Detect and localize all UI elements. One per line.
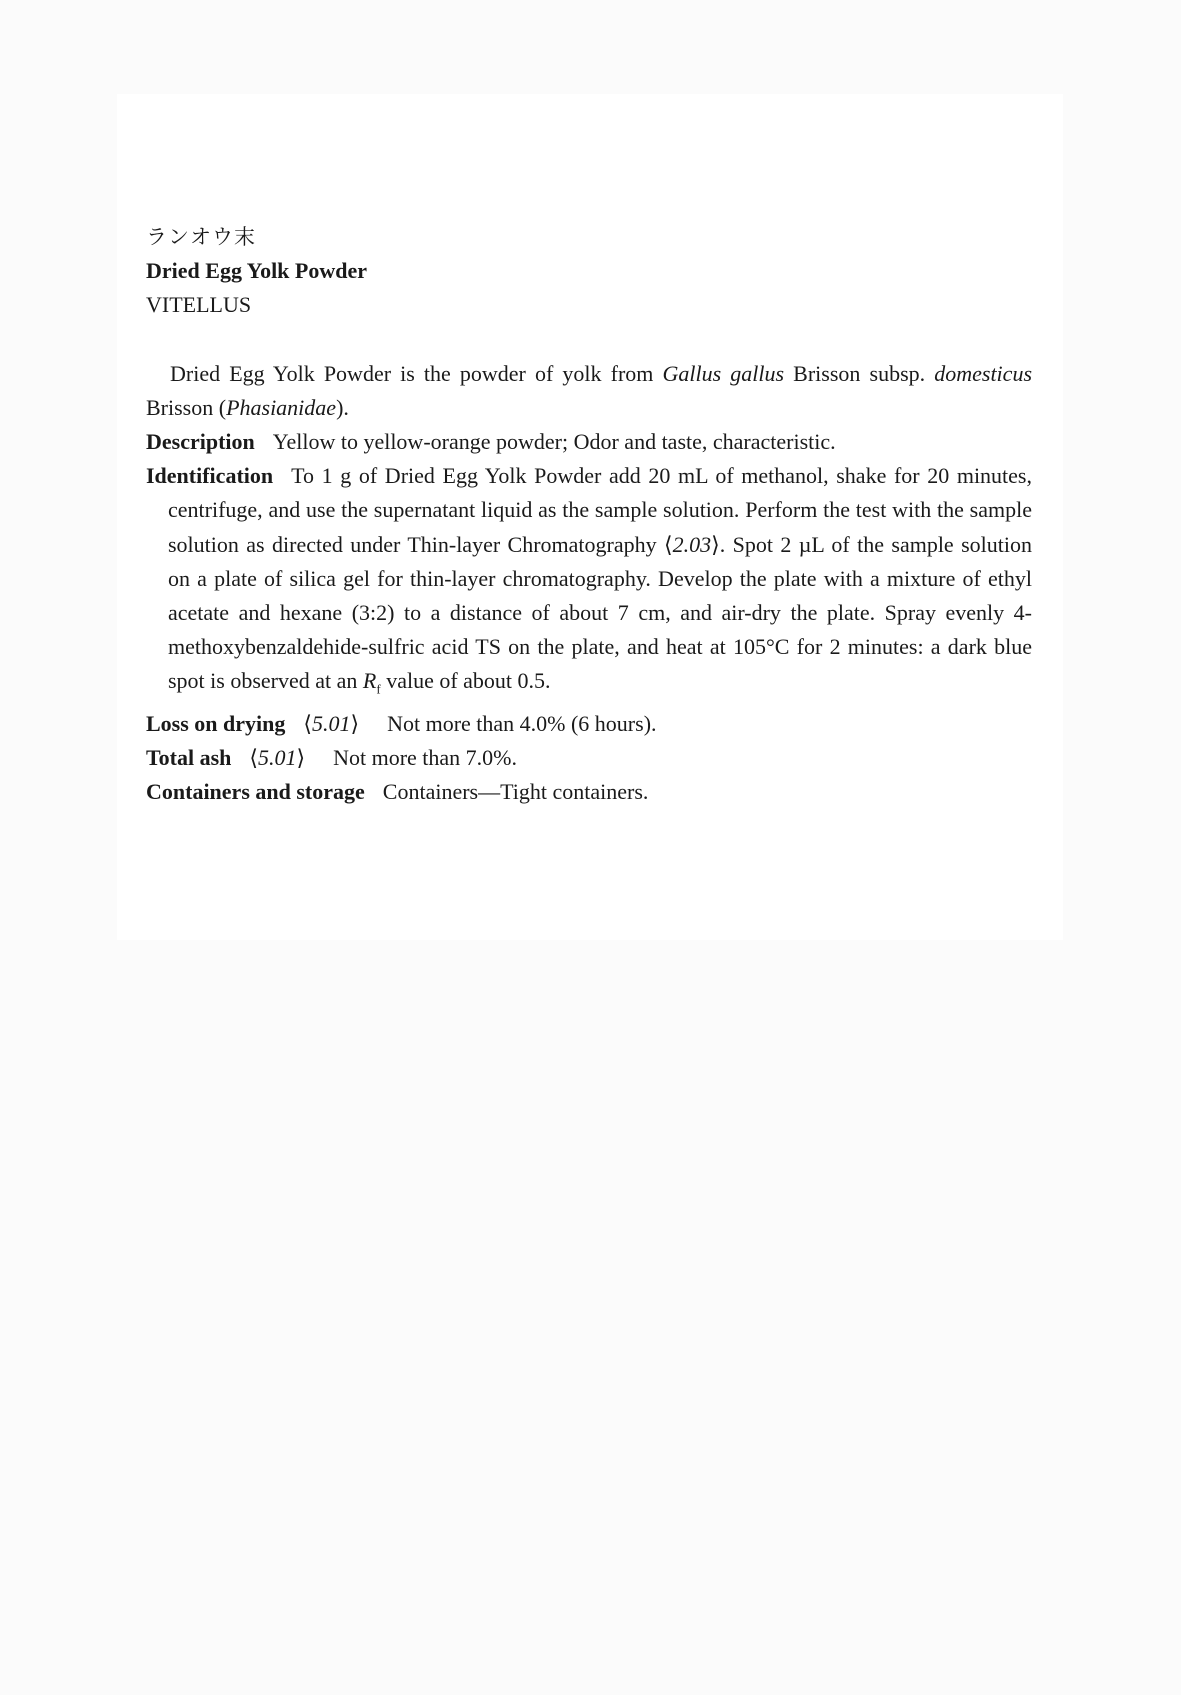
family-name: Phasianidae	[226, 394, 337, 420]
identification-text: To 1 g of Dried Egg Yolk Powder add 20 mL of methanol, shake for 20 minutes, centrifuge, and use the supernatant liquid as the sample solution. Perform the test with the sample solution as directed under Thin-layer Chromatography ⟨	[168, 463, 1032, 557]
intro-text: Dried Egg Yolk Powder is the powder of yolk from	[170, 360, 663, 386]
test-reference: 2.03	[672, 531, 712, 557]
rf-symbol: R	[362, 668, 377, 694]
latin-name: VITELLUS	[146, 292, 252, 318]
bracket: ⟩	[296, 745, 306, 771]
containers-text: Containers—Tight containers.	[382, 779, 649, 805]
intro-paragraph	[146, 357, 1032, 425]
total-ash-text: Not more than 7.0%.	[333, 745, 517, 771]
identification-section	[146, 459, 1032, 707]
bracket: ⟩	[350, 711, 360, 737]
description-text: Yellow to yellow-orange powder; Odor and taste, characteristic.	[272, 429, 836, 455]
intro-text: ).	[336, 394, 349, 420]
japanese-name: ランオウ末	[146, 225, 256, 249]
description-section	[146, 425, 1032, 459]
total-ash-heading: Total ash	[146, 745, 232, 771]
loss-on-drying-heading: Loss on drying	[146, 711, 286, 737]
test-reference: 5.01	[311, 711, 351, 737]
monograph-body	[146, 220, 1032, 810]
rf-subscript: f	[376, 681, 381, 697]
test-reference: 5.01	[257, 745, 297, 771]
identification-text: ⟩. Spot 2 µL of the sample solution on a plate of silica gel for thin-layer chromatography. Develop the plate with a mixture of ethyl acetate and hexane (3:2) to a distance of about 7 cm, and air-dry the plate. Spray evenly 4-methoxybenzaldehide-sulfric acid TS on the plate, and heat at 105°C for 2 minutes: a dark blue spot is observed at an	[168, 531, 1032, 694]
loss-on-drying-section	[146, 707, 1032, 741]
bracket: ⟨	[249, 745, 258, 771]
description-heading: Description	[146, 429, 255, 455]
subspecies-name: domesticus	[934, 360, 1032, 386]
bracket: ⟨	[303, 711, 312, 737]
intro-text: Brisson (	[146, 394, 227, 420]
containers-heading: Containers and storage	[146, 779, 365, 805]
species-name: Gallus gallus	[662, 360, 785, 386]
containers-section	[146, 775, 1032, 809]
spacer	[146, 323, 1032, 357]
total-ash-section	[146, 741, 1032, 775]
identification-heading: Identification	[146, 463, 274, 489]
identification-text: value of about 0.5.	[380, 668, 551, 694]
intro-text: Brisson subsp.	[784, 360, 935, 386]
english-name: Dried Egg Yolk Powder	[146, 258, 368, 284]
loss-on-drying-text: Not more than 4.0% (6 hours).	[387, 711, 657, 737]
